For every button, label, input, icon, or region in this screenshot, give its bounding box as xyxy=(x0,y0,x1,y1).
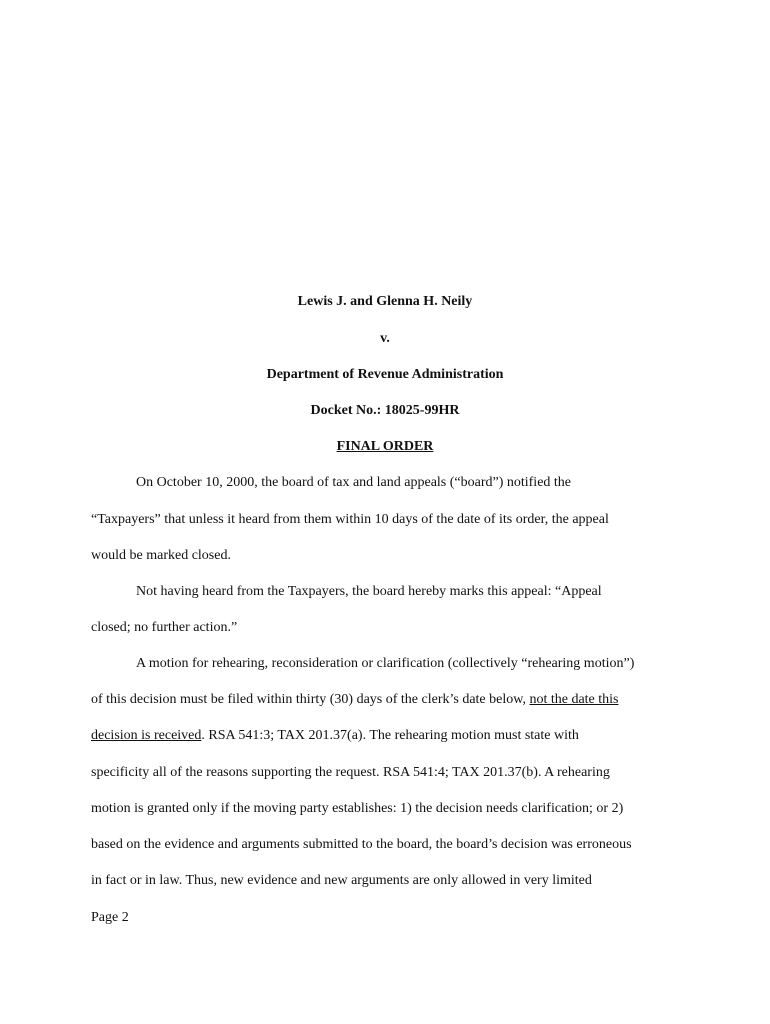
emphasis-decision-received: decision is received xyxy=(91,728,202,743)
docket-number: Docket No.: 18025-99HR xyxy=(310,403,460,418)
paragraph-1-line-2: “Taxpayers” that unless it heard from them within 10 days of the date of its order, the appeal xyxy=(91,512,609,527)
paragraph-2-line-1: Not having heard from the Taxpayers, the board hereby marks this appeal: “Appeal xyxy=(136,584,602,599)
paragraph-3-line-7: in fact or in law. Thus, new evidence and new arguments are only allowed in very limited xyxy=(91,873,592,888)
paragraph-3-line-2 xyxy=(91,691,619,709)
case-versus: v. xyxy=(380,331,390,346)
paragraph-2-line-2: closed; no further action.” xyxy=(91,620,238,635)
document-title xyxy=(0,438,770,456)
emphasis-not-date-received: not the date this xyxy=(529,692,619,707)
case-party-taxpayers: Lewis J. and Glenna H. Neily xyxy=(297,294,473,309)
paragraph-3-line-6: based on the evidence and arguments submitted to the board, the board’s decision was erroneous xyxy=(91,837,632,852)
paragraph-3-line-2-text: of this decision must be filed within thirty (30) days of the clerk’s date below, xyxy=(91,692,530,707)
page-number: Page 2 xyxy=(91,910,129,925)
paragraph-3-line-1: A motion for rehearing, reconsideration or clarification (collectively “rehearing motion”) xyxy=(136,656,635,671)
paragraph-3-line-3-text: . RSA 541:3; TAX 201.37(a). The rehearing motion must state with xyxy=(201,728,579,743)
paragraph-1-line-1: On October 10, 2000, the board of tax and land appeals (“board”) notified the xyxy=(136,475,572,490)
paragraph-3-line-3 xyxy=(91,727,579,745)
paragraph-1-line-3: would be marked closed. xyxy=(91,548,231,563)
paragraph-3-line-5: motion is granted only if the moving party establishes: 1) the decision needs clarification; or 2) xyxy=(91,801,624,816)
document-title-text: FINAL ORDER xyxy=(336,439,434,454)
paragraph-3-line-4: specificity all of the reasons supporting the request. RSA 541:4; TAX 201.37(b). A rehearing xyxy=(91,765,610,780)
case-party-department: Department of Revenue Administration xyxy=(266,367,504,382)
